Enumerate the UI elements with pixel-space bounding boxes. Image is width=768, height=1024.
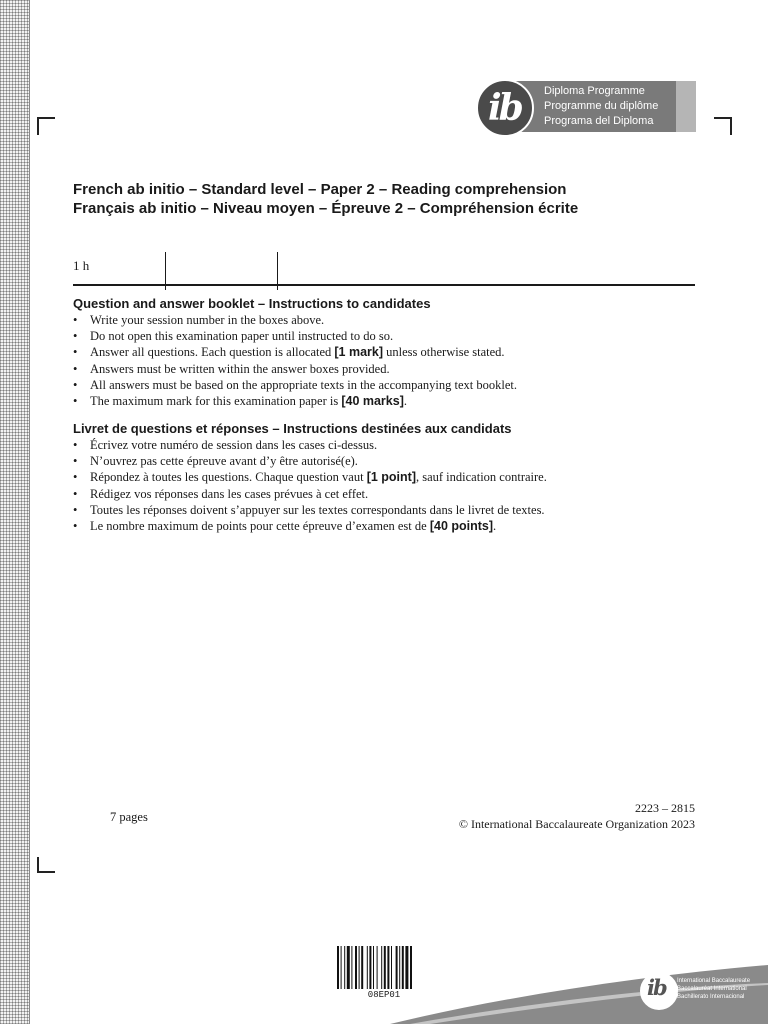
programme-line-es: Programa del Diploma	[544, 115, 654, 127]
list-item: • Écrivez votre numéro de session dans les cases ci-dessus.	[73, 438, 378, 452]
list-item: • Répondez à toutes les questions. Chaque question vaut [1 point], sauf indication contraire.	[73, 470, 547, 485]
org-name-en: International Baccalaureate	[677, 978, 751, 984]
list-item: • Do not open this examination paper until instructed to do so.	[73, 329, 394, 344]
exam-code-block	[459, 800, 695, 832]
instructions-heading-fr: Livret de questions et réponses – Instructions destinées aux candidats	[73, 421, 512, 436]
list-item: • Answers must be written within the answer boxes provided.	[73, 361, 390, 376]
ib-logo-letters: ib	[488, 87, 521, 129]
copyright-notice: © International Baccalaureate Organization 2023	[458, 817, 695, 831]
ib-header-logo	[476, 79, 696, 137]
list-item: • Answer all questions. Each question is allocated [1 mark] unless otherwise stated.	[73, 345, 505, 360]
crop-mark-top-right	[714, 117, 732, 135]
binding-strip	[0, 0, 30, 1024]
list-item: • Write your session number in the boxes above.	[73, 313, 325, 327]
org-names	[677, 977, 750, 1001]
org-name-es: Bachillerato Internacional	[677, 994, 745, 1000]
barcode-label: 08EP01	[367, 990, 401, 1000]
list-item: • N’ouvrez pas cette épreuve avant d’y être autorisé(e).	[73, 454, 358, 469]
list-item: • The maximum mark for this examination paper is [40 marks].	[73, 394, 407, 409]
list-item: • Toutes les réponses doivent s’appuyer sur les textes correspondants dans le livret de textes.	[73, 502, 545, 517]
list-item: • All answers must be based on the appropriate texts in the accompanying text booklet.	[73, 377, 517, 392]
exam-title	[73, 180, 578, 218]
programme-line-fr: Programme du diplôme	[544, 100, 659, 112]
exam-duration: 1 h	[73, 258, 90, 273]
exam-title-english: French ab initio – Standard level – Paper 2 – Reading comprehension	[73, 181, 567, 198]
ib-footer-logo-icon	[640, 972, 678, 1010]
list-item: • Rédigez vos réponses dans les cases prévues à cet effet.	[73, 486, 369, 501]
ib-logo-icon	[476, 79, 534, 137]
list-item: • Le nombre maximum de points pour cette épreuve d’examen est de [40 points].	[73, 519, 497, 534]
instructions-list-fr	[73, 437, 547, 534]
crop-mark-top-left	[37, 117, 55, 135]
instructions-heading-en: Question and answer booklet – Instructions to candidates	[73, 296, 431, 311]
session-box-divider	[165, 252, 166, 290]
ib-footer-logo-letters: ib	[647, 975, 666, 1000]
exam-code: 2223 – 2815	[635, 801, 695, 815]
session-box-divider	[277, 252, 278, 290]
org-name-fr: Baccalauréat International	[677, 986, 747, 992]
programme-names	[544, 84, 658, 129]
session-number-row	[73, 252, 695, 286]
programme-line-en: Diploma Programme	[544, 85, 645, 97]
programme-band-accent	[676, 81, 696, 132]
exam-title-french: Français ab initio – Niveau moyen – Épreuve 2 – Compréhension écrite	[73, 200, 579, 217]
instructions-list-en	[73, 312, 517, 409]
crop-mark-bottom-left	[37, 857, 55, 873]
page-count: 7 pages	[110, 810, 148, 824]
